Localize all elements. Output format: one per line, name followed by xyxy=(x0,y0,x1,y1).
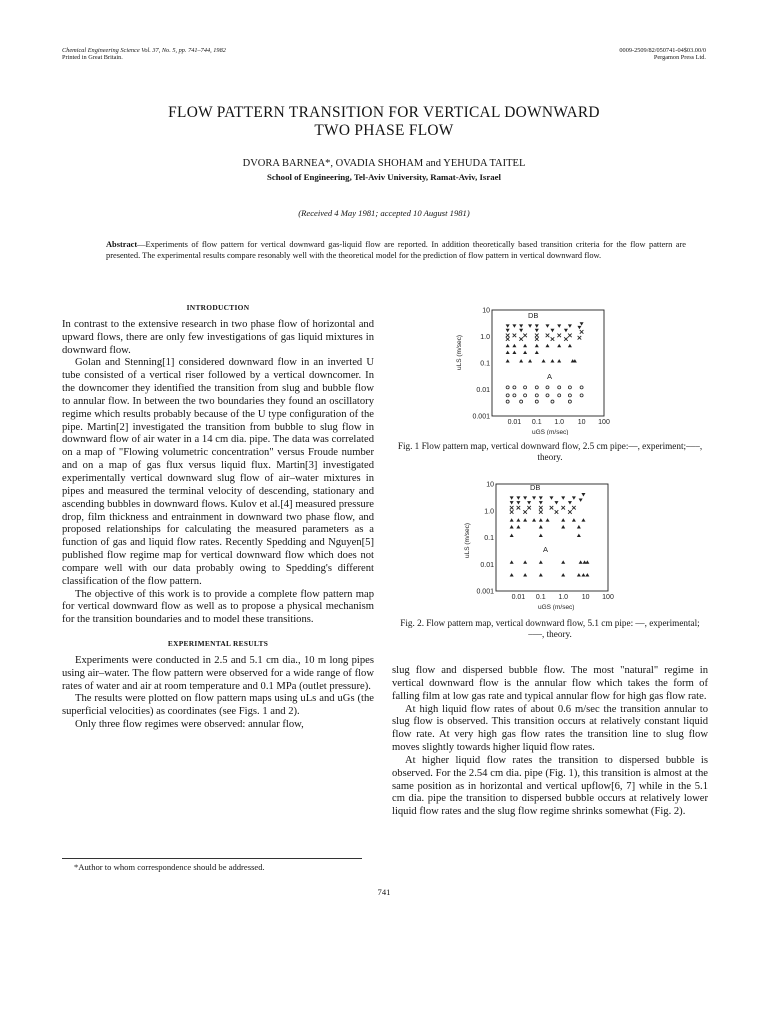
fig2-point-1-5 xyxy=(561,506,565,510)
fig2-point-2-5 xyxy=(546,518,550,521)
fig2-region-db: DB xyxy=(530,483,541,492)
intro-paragraph-1: In contrast to the extensive research in two phase flow of horizontal and upward flows, there are only few investigations of gas liquid mixtures in downward flow. xyxy=(62,318,374,356)
fig2-x-tick-1: 0.1 xyxy=(535,594,546,601)
fig2-point-0-6 xyxy=(561,496,565,499)
fig2-point-1-4 xyxy=(550,506,554,510)
fig2-point-2-21 xyxy=(579,560,583,563)
fig1-x-tick-4: 100 xyxy=(598,419,610,426)
fig1-point-3-6 xyxy=(568,386,571,389)
fig1-point-3-13 xyxy=(558,394,561,397)
fig1-point-1-9 xyxy=(519,337,523,341)
experimental-paragraph-3: Only three flow regimes were observed: annular flow, xyxy=(75,719,304,731)
fig2-point-2-29 xyxy=(581,573,585,576)
experimental-paragraph-2: The results were plotted on flow pattern maps using uLs and uGs (the superficial velocities) as coordinates (see Figs. 1 and 2). xyxy=(62,693,374,718)
fig1-point-2-10 xyxy=(535,351,539,354)
fig2-point-1-11 xyxy=(568,510,572,514)
fig2-y-tick-2: 0.1 xyxy=(484,535,494,542)
fig1-point-3-20 xyxy=(568,400,571,403)
figure-2-caption: Fig. 2. Flow pattern map, vertical downward flow, 5.1 cm pipe: —, experimental; –––, theory. xyxy=(400,618,700,639)
fig1-region-a: A xyxy=(547,372,553,381)
fig2-point-2-0 xyxy=(510,518,514,521)
fig2-point-2-8 xyxy=(581,518,585,521)
fig2-y-axis-label: uLS (m/sec) xyxy=(464,522,471,558)
intro-paragraph-2: Golan and Stenning[1] considered downward flow in an inverted U tube consisted of a vertical riser followed by a vertical downcomer. In the downcomer they identified the transition from slug and bubble flow to annular flow. In between the two boundaries they found an oscillatory regime which results probably because of the U type configuration of the pipe. Martin[2] investigated the transition from bubble to slug flow in downward flow of air water in a 14 cm dia. pipe. The data was correlated on a map of "Flowing volumetric concentration" versus Froude number and on a map of gas flux versus liquid flux. Martin[3] investigated experimentally vertical downward slug flow of air–water mixtures in pipes and measured the terminal velocity of descending, stationary and ascending bubbles in downward flows. Kulov et al.[4] measured pressure drop, film thickness and entrainment in downward two phase flow, and proposed relationships for calculating the measured parameters as a function of gas and liquid flow rates. Recently Spedding and Nguyen[5] published flow regime map for vertical downward flow which does not compare well with our data probably owing to Spedding's different classification of the flow pattern. xyxy=(62,357,374,587)
fig2-point-2-11 xyxy=(539,525,543,528)
fig1-point-1-7 xyxy=(580,330,584,334)
fig1-point-0-3 xyxy=(528,324,532,327)
fig1-point-0-13 xyxy=(564,329,568,332)
fig1-point-1-6 xyxy=(568,334,572,338)
fig2-point-2-3 xyxy=(532,518,536,521)
fig1-point-2-16 xyxy=(557,359,561,362)
fig2-point-0-4 xyxy=(539,496,543,499)
fig2-point-2-13 xyxy=(577,525,581,528)
fig1-point-3-19 xyxy=(551,400,554,403)
left-column xyxy=(62,302,374,732)
fig1-point-0-4 xyxy=(535,324,539,327)
fig2-point-0-5 xyxy=(549,496,553,499)
journal-header xyxy=(62,47,226,62)
fig2-point-2-18 xyxy=(523,560,527,563)
fig1-point-0-11 xyxy=(535,329,539,332)
fig1-point-1-12 xyxy=(564,337,568,341)
fig1-y-tick-2: 0.1 xyxy=(480,360,490,368)
fig2-point-1-2 xyxy=(527,506,531,510)
fig2-point-2-16 xyxy=(577,534,581,537)
fig2-point-1-3 xyxy=(539,506,543,510)
fig2-tick-labels xyxy=(476,482,613,602)
fig1-point-3-0 xyxy=(506,386,509,389)
fig1-point-3-9 xyxy=(513,394,516,397)
fig1-data-marks xyxy=(506,322,584,403)
fig1-x-tick-1: 0.1 xyxy=(531,419,542,426)
introduction-heading: INTRODUCTION xyxy=(186,303,250,312)
experimental-paragraph-1: Experiments were conducted in 2.5 and 5.1 cm dia., 10 m long pipes using air–water. The flow pattern were observed for a wide range of flow rates of water and air at room temperature and 0.1 MPa (outlet pressure). xyxy=(62,654,374,692)
fig1-point-0-2 xyxy=(519,324,523,327)
fig2-axes xyxy=(496,484,608,591)
fig1-point-1-8 xyxy=(506,337,510,341)
fig2-y-tick-1: 0.01 xyxy=(480,561,494,569)
fig1-y-tick-4: 10 xyxy=(482,307,490,315)
fig2-plot-frame xyxy=(496,484,608,591)
fig1-point-0-5 xyxy=(545,324,549,327)
fig2-point-2-4 xyxy=(539,518,543,521)
abstract-text: —Experiments of flow pattern for vertical downward gas-liquid flow are reported. In addition theoretically based transition criteria for the flow pattern are presented. The experimental results compare resonably well with the theoretical model for the prediction of flow pattern in vertical downward flow. xyxy=(106,240,686,260)
fig2-point-1-1 xyxy=(517,506,521,510)
fig2-point-0-0 xyxy=(510,496,514,499)
fig1-point-1-1 xyxy=(513,334,517,338)
fig2-point-2-10 xyxy=(516,525,520,528)
fig2-point-2-6 xyxy=(561,518,565,521)
fig1-point-0-10 xyxy=(519,329,523,332)
fig1-point-2-14 xyxy=(542,359,546,362)
fig2-x-tick-0: 0.01 xyxy=(511,594,526,601)
fig1-point-3-4 xyxy=(546,386,549,389)
fig1-point-1-13 xyxy=(578,336,582,340)
paper-title xyxy=(0,104,768,140)
fig2-data-marks xyxy=(510,493,590,576)
fig1-point-2-3 xyxy=(535,344,539,347)
fig1-point-3-5 xyxy=(558,386,561,389)
fig1-point-3-7 xyxy=(580,386,583,389)
fig2-x-tick-2: 1.0 xyxy=(558,594,569,601)
fig2-point-2-20 xyxy=(561,560,565,563)
fig1-y-axis-label: uLS (m/sec) xyxy=(456,334,463,370)
fig1-point-0-0 xyxy=(506,324,510,327)
fig1-point-3-14 xyxy=(568,394,571,397)
fig2-point-2-9 xyxy=(510,525,514,528)
fig1-point-0-14 xyxy=(577,326,581,329)
fig1-point-1-3 xyxy=(535,334,539,338)
fig1-point-3-17 xyxy=(520,400,523,403)
fig2-point-0-13 xyxy=(554,501,558,504)
fig1-point-0-12 xyxy=(550,329,554,332)
fig2-point-2-30 xyxy=(585,573,589,576)
publisher-header xyxy=(619,47,706,62)
fig1-point-1-0 xyxy=(506,334,510,338)
fig1-point-2-8 xyxy=(512,351,516,354)
fig1-x-tick-2: 1.0 xyxy=(554,419,565,426)
fig1-point-0-8 xyxy=(580,322,584,325)
fig2-point-2-24 xyxy=(510,573,514,576)
page-number: 741 xyxy=(377,887,391,897)
fig1-point-3-2 xyxy=(524,386,527,389)
fig1-tick-labels xyxy=(472,308,609,427)
fig2-point-0-15 xyxy=(579,499,583,502)
fig1-x-tick-3: 10 xyxy=(577,419,586,426)
fig1-point-1-4 xyxy=(546,334,550,338)
fig2-y-tick-4: 10 xyxy=(486,481,494,489)
fig1-point-1-11 xyxy=(551,337,555,341)
title-line-1: FLOW PATTERN TRANSITION FOR VERTICAL DOWNWARD xyxy=(168,104,600,121)
fig2-point-0-1 xyxy=(516,496,520,499)
fig1-point-3-10 xyxy=(524,394,527,397)
authors: DVORA BARNEA*, OVADIA SHOHAM and YEHUDA TAITEL xyxy=(242,158,526,169)
figure-1-caption: Fig. 1 Flow pattern map, vertical downward flow, 2.5 cm pipe:—, experiment;–––, theory. xyxy=(397,441,703,462)
fig2-point-0-8 xyxy=(581,493,585,496)
fig2-point-2-1 xyxy=(516,518,520,521)
fig1-region-db: DB xyxy=(528,311,539,320)
fig2-point-0-11 xyxy=(527,501,531,504)
fig1-point-3-1 xyxy=(513,386,516,389)
fig1-point-3-11 xyxy=(535,394,538,397)
fig1-point-2-9 xyxy=(523,351,527,354)
fig2-point-2-27 xyxy=(561,573,565,576)
fig2-region-a: A xyxy=(543,545,549,554)
fig1-point-0-1 xyxy=(512,324,516,327)
fig2-point-0-3 xyxy=(532,496,536,499)
fig2-point-2-25 xyxy=(523,573,527,576)
fig2-point-2-26 xyxy=(539,573,543,576)
fig1-point-0-7 xyxy=(568,324,572,327)
fig2-point-0-2 xyxy=(523,496,527,499)
fig2-y-tick-0: 0.001 xyxy=(476,588,494,596)
fig1-point-2-15 xyxy=(550,359,554,362)
fig1-point-2-13 xyxy=(528,359,532,362)
journal-line: Chemical Engineering Science Vol. 37, No. 5, pp. 741–744, 1982 xyxy=(62,47,226,54)
received-date: (Received 4 May 1981; accepted 10 August 1981) xyxy=(298,208,470,218)
fig2-point-0-10 xyxy=(516,501,520,504)
fig2-point-1-8 xyxy=(523,510,527,514)
figure-1-chart xyxy=(450,300,650,435)
fig1-point-0-9 xyxy=(506,329,510,332)
footnote-rule xyxy=(62,858,362,859)
abstract-label: Abstract xyxy=(106,240,138,249)
fig2-y-tick-3: 1.0 xyxy=(484,508,494,516)
fig2-point-0-9 xyxy=(510,501,514,504)
abstract xyxy=(106,240,686,262)
fig2-point-0-7 xyxy=(572,496,576,499)
right-paragraph-2: At high liquid flow rates of about 0.6 m/sec the transition annular to slug flow is observed. This transition occurs at relatively constant liquid flow rate. At very high gas flow rates the transition line to slug flow moves slightly towards higher liquid flow rates. xyxy=(392,703,708,754)
fig2-point-1-0 xyxy=(510,506,514,510)
fig2-point-1-7 xyxy=(510,510,514,514)
fig2-point-2-14 xyxy=(510,534,514,537)
footnote: *Author to whom correspondence should be addressed. xyxy=(74,862,265,872)
fig2-point-2-15 xyxy=(539,534,543,537)
fig2-point-2-23 xyxy=(585,560,589,563)
code-line: 0009-2509/82/050741-04$03.00/0 xyxy=(619,47,706,54)
fig1-point-3-8 xyxy=(506,394,509,397)
fig2-point-0-12 xyxy=(539,501,543,504)
fig2-point-2-28 xyxy=(577,573,581,576)
fig1-x-axis-label: uGS (m/sec) xyxy=(532,429,569,435)
fig1-point-3-12 xyxy=(546,394,549,397)
intro-paragraph-3: The objective of this work is to provide a complete flow pattern map for vertical downward flow as well as to propose a physical mechanism for the transition boundaries and to model these transitions. xyxy=(62,588,374,626)
fig1-point-2-5 xyxy=(557,344,561,347)
right-paragraph-1: slug flow and dispersed bubble flow. The most "natural" regime in vertical downward flow is the annular flow which takes the form of falling film at low gas rate and typical annular flow for high gas flow rate. xyxy=(392,665,708,702)
fig1-point-2-12 xyxy=(519,359,523,362)
fig1-point-2-6 xyxy=(568,344,572,347)
fig1-y-tick-1: 0.01 xyxy=(476,387,490,394)
fig2-point-1-6 xyxy=(572,506,576,510)
fig2-point-2-7 xyxy=(572,518,576,521)
fig1-point-3-15 xyxy=(580,394,583,397)
experimental-heading: EXPERIMENTAL RESULTS xyxy=(167,639,269,649)
fig1-x-tick-0: 0.01 xyxy=(507,419,522,426)
fig2-x-tick-4: 100 xyxy=(602,594,614,601)
fig1-y-tick-0: 0.001 xyxy=(472,413,490,421)
fig1-point-2-4 xyxy=(545,344,549,347)
fig2-point-1-9 xyxy=(539,510,543,514)
fig1-point-0-6 xyxy=(557,324,561,327)
fig2-x-tick-3: 10 xyxy=(581,594,590,601)
fig2-point-2-17 xyxy=(510,560,514,563)
fig1-point-2-1 xyxy=(512,344,516,347)
fig1-point-2-2 xyxy=(523,344,527,347)
fig1-point-1-10 xyxy=(535,337,539,341)
fig1-point-2-0 xyxy=(506,344,510,347)
fig1-point-3-3 xyxy=(535,386,538,389)
right-paragraph-3: At higher liquid flow rates the transition to dispersed bubble is observed. For the 2.54 cm dia. pipe (Fig. 1), this transition is almost at the same position as in horizontal and vertical upflow[6, 7] while in the 5.1 cm dia. pipe the transition to dispersed bubble occurs at relatively lower liquid flow rates and the slug flow regime shrinks somewhat (Fig. 2). xyxy=(392,754,708,818)
fig1-point-1-2 xyxy=(523,334,527,338)
fig1-y-tick-3: 1.0 xyxy=(480,334,490,341)
printed-line: Printed in Great Britain. xyxy=(62,54,123,62)
fig1-point-1-5 xyxy=(557,334,561,338)
fig2-point-2-12 xyxy=(561,525,565,528)
fig2-point-2-19 xyxy=(539,560,543,563)
fig1-point-3-18 xyxy=(535,400,538,403)
fig2-point-2-2 xyxy=(523,518,527,521)
fig2-x-axis-label: uGS (m/sec) xyxy=(538,604,575,611)
fig2-point-1-10 xyxy=(555,510,559,514)
fig1-point-3-16 xyxy=(506,400,509,403)
affiliation: School of Engineering, Tel-Aviv University, Ramat-Aviv, Israel xyxy=(266,172,501,182)
fig1-point-2-11 xyxy=(506,359,510,362)
publisher-line: Pergamon Press Ltd. xyxy=(653,54,706,62)
fig2-point-0-14 xyxy=(568,501,572,504)
right-column xyxy=(392,665,708,819)
figure-2-chart xyxy=(450,478,650,613)
title-line-2: TWO PHASE FLOW xyxy=(314,122,454,139)
fig1-point-2-7 xyxy=(506,351,510,354)
